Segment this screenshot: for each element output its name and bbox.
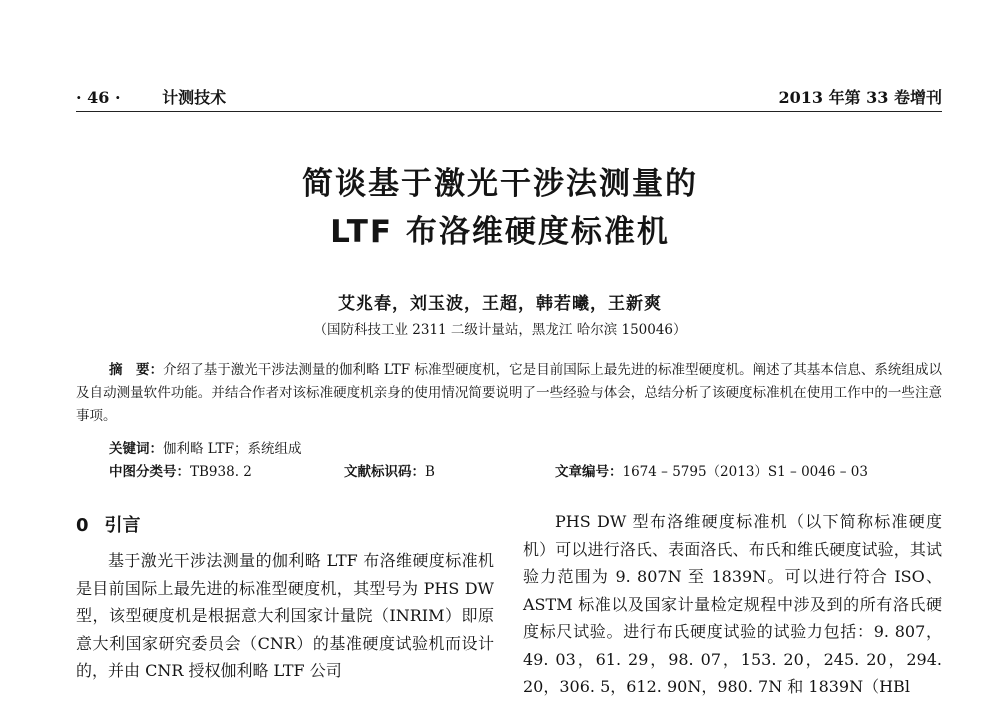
journal-name: 计测技术 (162, 88, 227, 107)
document-code-label: 文献标识码： (344, 464, 425, 480)
article-number-value: 1674 – 5795（2013）S1 – 0046 – 03 (622, 464, 868, 480)
paper-title-line1: 简谈基于激光干涉法测量的 (302, 166, 698, 202)
author-list: 艾兆春，刘玉波，王超，韩若曦，王新爽 (338, 294, 662, 314)
section-title: 引言 (104, 515, 141, 536)
body-right-column: PHS DW 型布洛维硬度标准机（以下简称标准硬度机）可以进行洛氏、表面洛氏、布氏和维氏硬度试验，其试验力范围为 9. 807N 至 1839N。可以进行符合 ISO、ASTM 标准以及国家计量检定规程中涉及到的所有洛氏硬度标尺试验。进行布氏硬度试验的试验力包括：9. 807，49. 03，61. 29，98. 07，153. 20，245. 20，294. 20，306. 5，612. 90N，980. 7N 和 1839N（HBl (523, 512, 942, 696)
keywords-label: 关键词： (109, 441, 163, 457)
abstract-label: 摘 要： (109, 362, 164, 378)
keywords-text: 伽利略 LTF；系统组成 (163, 441, 302, 457)
running-header-left (76, 88, 226, 108)
abstract (76, 359, 942, 428)
article-number (555, 460, 868, 480)
section-number: 0 (76, 515, 89, 536)
keywords (109, 437, 302, 457)
clc-label: 中图分类号： (109, 464, 190, 480)
abstract-text: 介绍了基于激光干涉法测量的伽利略 LTF 标准型硬度机，它是目前国际上最先进的标准型硬度机。阐述了其基本信息、系统组成以及自动测量软件功能。并结合作者对该标准硬度机亲身的使用情况简要说明了一些经验与体会，总结分析了该硬度标准机在使用工作中的一些注意事项。 (76, 362, 943, 424)
clc-value: TB938. 2 (190, 464, 252, 480)
article-number-label: 文章编号： (555, 464, 623, 480)
document-code-value: B (425, 464, 435, 480)
journal-issue: 2013 年第 33 卷增刊 (778, 88, 942, 107)
header-rule (76, 111, 942, 112)
body-left-column: 基于激光干涉法测量的伽利略 LTF 布洛维硬度标准机是目前国际上最先进的标准型硬度机，其型号为 PHS DW 型，该型硬度机是根据意大利国家计量院（INRIM）即原意大利国家研究委员会（CNR）的基准硬度试验机而设计的，并由 CNR 授权伽利略 LTF 公司 (76, 551, 494, 680)
document-code (344, 460, 435, 480)
clc-number (109, 460, 252, 480)
paper-title-line2: LTF 布洛维硬度标准机 (330, 214, 670, 250)
page-number: · 46 · (76, 88, 121, 107)
affiliation: （国防科技工业 2311 二级计量站，黑龙江 哈尔滨 150046） (313, 322, 687, 338)
section-heading (76, 511, 141, 537)
